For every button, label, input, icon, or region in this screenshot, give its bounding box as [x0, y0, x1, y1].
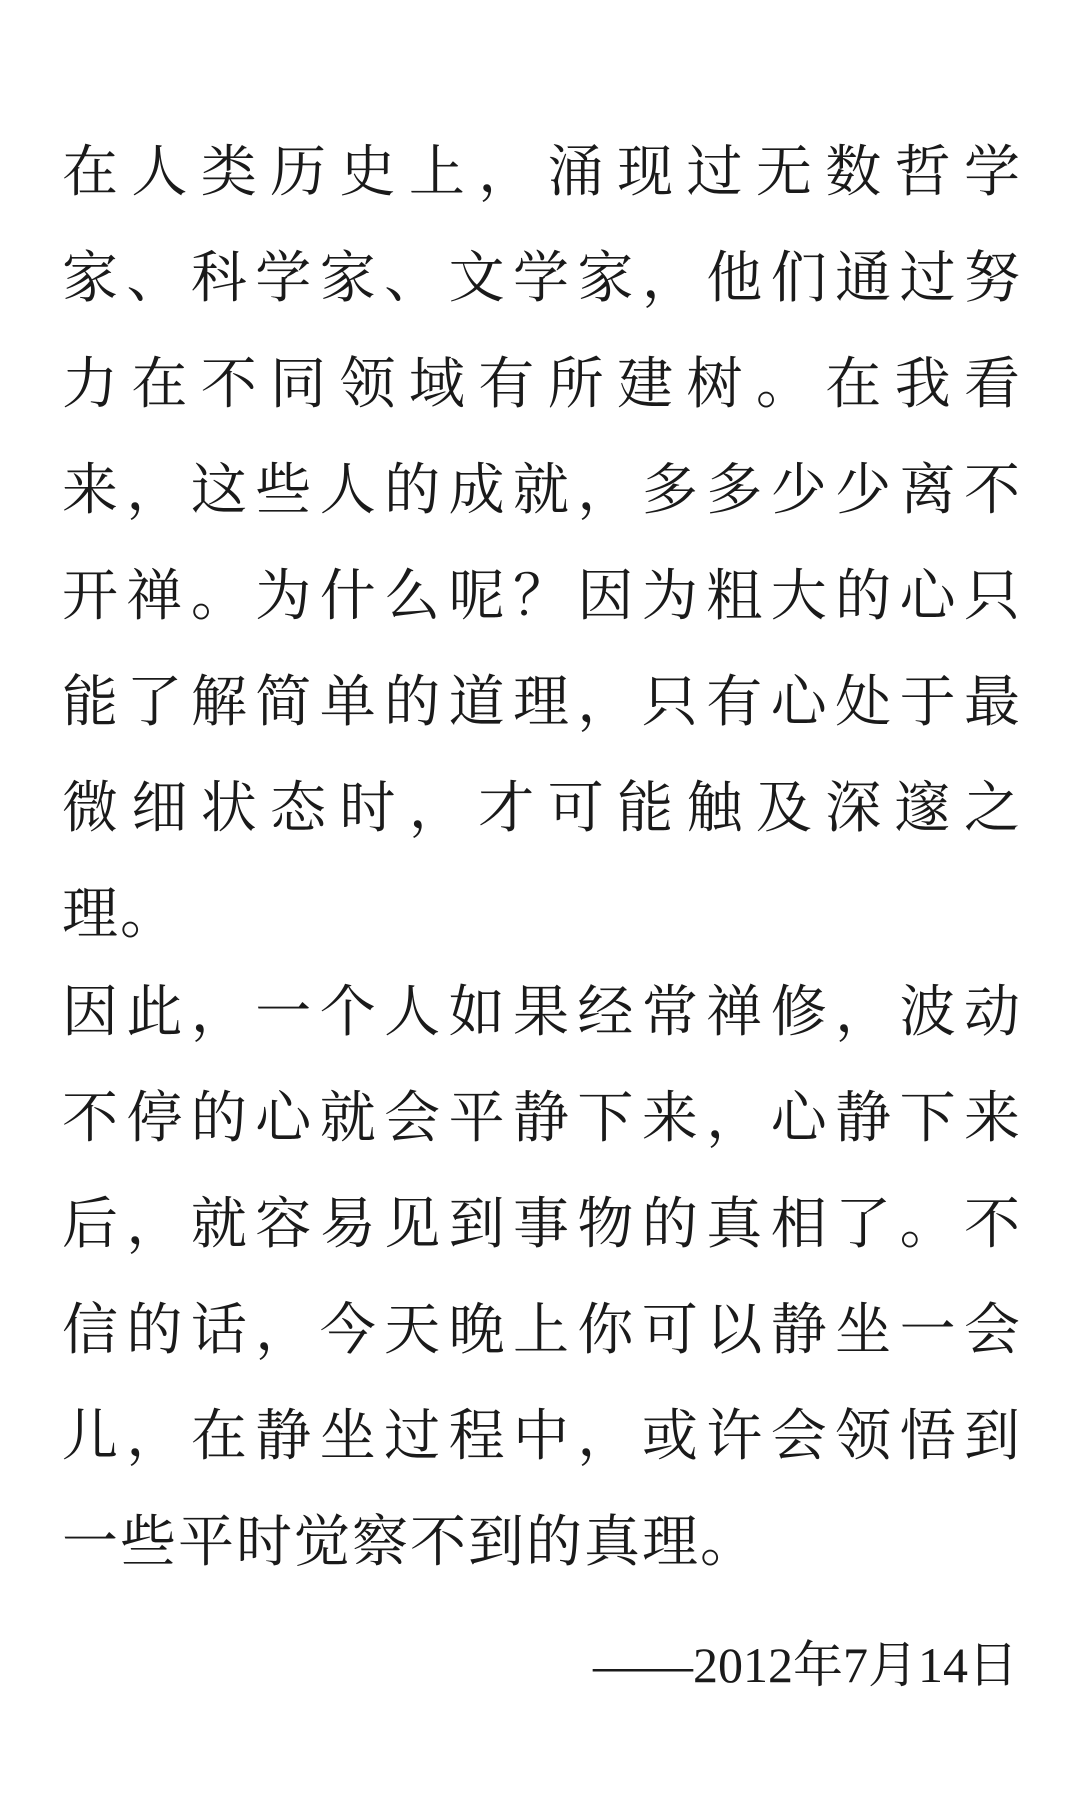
- text-line: 信的话，今天晚上你可以静坐一会: [62, 1298, 1022, 1363]
- text-line: 理。: [62, 882, 178, 947]
- text-line: 因此，一个人如果经常禅修，波动: [62, 980, 1022, 1045]
- text-line: 后，就容易见到事物的真相了。不: [62, 1192, 1022, 1257]
- text-line: 开禅。为什么呢？因为粗大的心只: [62, 564, 1022, 629]
- text-line: 儿，在静坐过程中，或许会领悟到: [62, 1404, 1022, 1469]
- text-line: 来，这些人的成就，多多少少离不: [62, 458, 1022, 523]
- text-line: 能了解简单的道理，只有心处于最: [62, 670, 1022, 735]
- text-line: 微细状态时，才可能触及深邃之: [62, 776, 1022, 841]
- paragraph-1: [62, 120, 1022, 968]
- text-line: 家、科学家、文学家，他们通过努: [62, 246, 1022, 311]
- text-line: 一些平时觉察不到的真理。: [62, 1510, 758, 1575]
- text-line: 不停的心就会平静下来，心静下来: [62, 1086, 1022, 1151]
- date-signature: ——2012年7月14日: [593, 1637, 1018, 1693]
- paragraph-2: [62, 960, 1022, 1596]
- text-line: 力在不同领域有所建树。在我看: [62, 352, 1022, 417]
- text-line: 在人类历史上，涌现过无数哲学: [62, 140, 1022, 205]
